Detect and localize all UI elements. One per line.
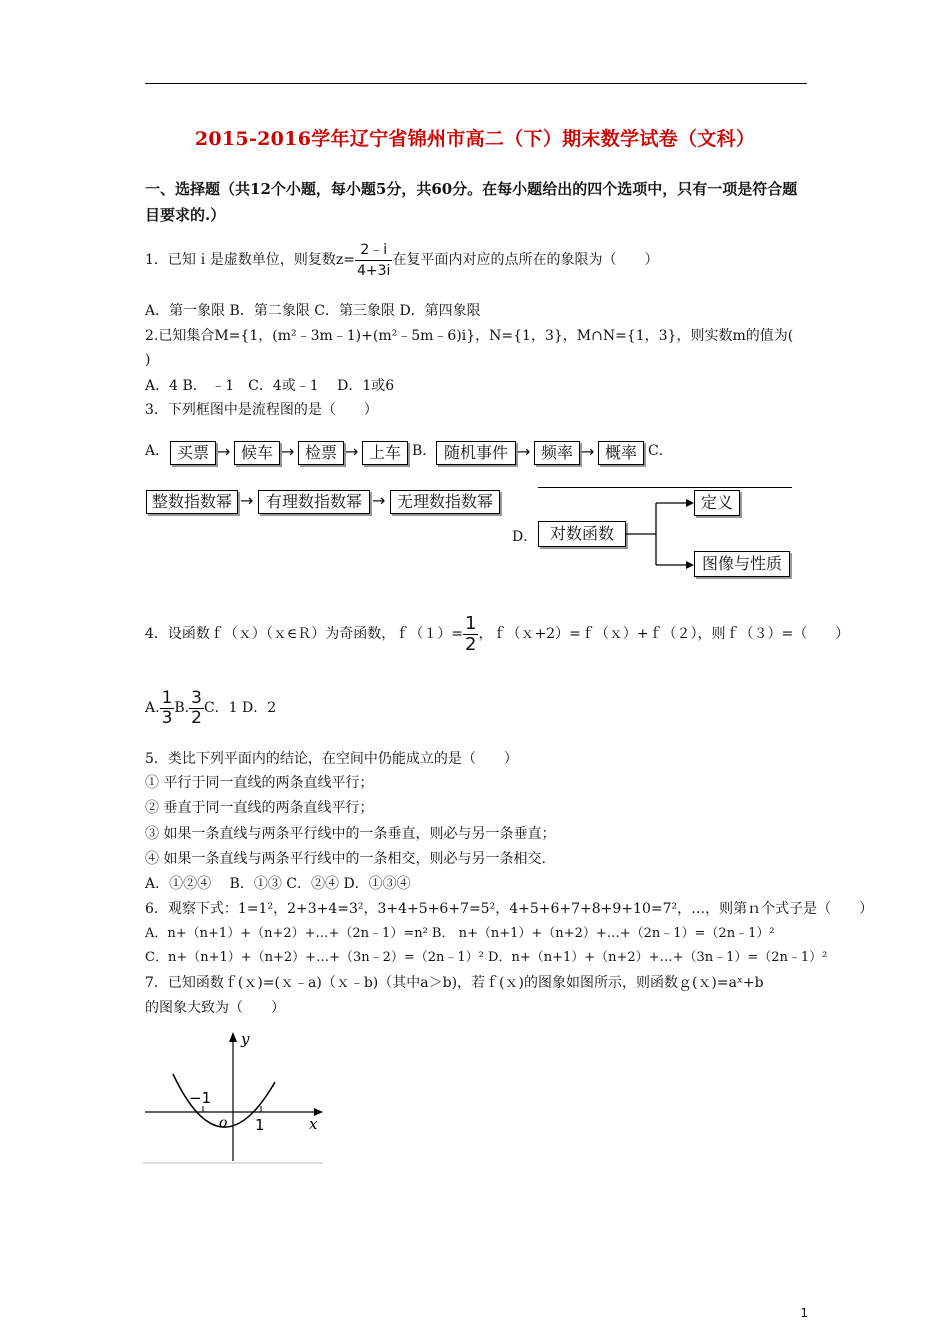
flow-c-arrow-1: →: [240, 491, 254, 510]
q2-stem: 2.已知集合M={1，(m²﹣3m﹣1)+(m²﹣5m﹣6)i}，N={1，3}，M∩N={1，3}，则实数m的值为(: [145, 328, 794, 344]
flow-c-box-2: 有理数指数幂: [258, 490, 370, 514]
q4-text-post: ，ｆ（ｘ+2）=ｆ（ｘ）+ｆ（２），则ｆ（３）=（ ）: [478, 626, 850, 642]
question-1: [145, 238, 658, 282]
flow-a-arrow-2: →: [281, 442, 295, 461]
q1-numerator: 2﹣i: [360, 241, 388, 258]
q4-opt-b-num: 3: [191, 687, 202, 708]
flow-b-arrow-1: →: [517, 442, 531, 461]
q4-options: [145, 686, 276, 730]
flow-a-box-1: 买票: [170, 441, 216, 465]
q4-opt-a-den: 3: [161, 707, 173, 728]
q4-opt-a-fraction: [160, 689, 175, 728]
q3-stem: 3．下列框图中是流程图的是（ ）: [145, 402, 378, 418]
q3-label-b: B．: [412, 443, 437, 459]
flow-b-box-2: 频率: [534, 441, 580, 465]
q7-graph-y-label: y: [241, 1030, 250, 1048]
flow-a-arrow-3: →: [345, 442, 359, 461]
q5-stem: 5．类比下列平面内的结论，在空间中仍能成立的是（ ）: [145, 751, 518, 767]
q7-graph-origin-label: o: [219, 1115, 228, 1131]
q4-opt-rest: C．1 D．2: [203, 700, 277, 716]
q5-item-4: ④ 如果一条直线与两条平行线中的一条相交，则必与另一条相交.: [145, 851, 546, 867]
q7-parabola-graph: [143, 1026, 325, 1166]
flow-d-top-rule: [538, 487, 792, 488]
flow-c-box-3: 无理数指数幂: [390, 490, 500, 514]
top-rule: [145, 83, 807, 84]
flow-d-root-box: 对数函数: [538, 521, 626, 547]
flow-c-box-1: 整数指数幂: [146, 490, 238, 514]
flow-a-box-3: 检票: [298, 441, 344, 465]
q5-item-1: ① 平行于同一直线的两条直线平行；: [145, 775, 374, 791]
q3-label-d: D．: [512, 529, 538, 545]
q3-label-c: C．: [648, 443, 673, 459]
q4-opt-b-fraction: [189, 689, 204, 728]
q1-options: A．第一象限 B．第二象限 C．第三象限 D．第四象限: [145, 303, 481, 319]
question-4: [145, 612, 849, 656]
q1-fraction: [355, 240, 392, 281]
q7-graph-x-label: x: [309, 1115, 318, 1133]
q1-text-pre: 1．已知ｉ是虚数单位，则复数z=: [145, 252, 356, 268]
q7-stem-cont: 的图象大致为（ ）: [145, 1000, 285, 1016]
flow-c-arrow-2: →: [372, 491, 386, 510]
q2-stem-cont: ): [145, 352, 151, 368]
q7-graph-tick-pos: 1: [255, 1116, 265, 1134]
q4-opt-a-num: 1: [161, 687, 173, 708]
q4-opt-b-den: 2: [191, 707, 202, 728]
q6-options-ab: A．n+（n+1）+（n+2）+…+（2n﹣1）=n² B． n+（n+1）+（n+2）+…+（2n﹣1）=（2n﹣1）²: [145, 926, 775, 941]
q6-stem: 6．观察下式：1=1²，2+3+4=3²，3+4+5+6+7=5²，4+5+6+7+8+9+10=7²，…，则第ｎ个式子是（ ）: [145, 901, 874, 917]
q4-numerator: 1: [465, 612, 477, 634]
flow-d-top-box: 定义: [694, 490, 740, 516]
q3-label-a: A．: [145, 443, 170, 459]
q4-denominator: 2: [465, 633, 477, 655]
flow-d-bottom-box: 图像与性质: [694, 551, 790, 577]
flow-a-box-4: 上车: [362, 441, 408, 465]
flow-b-box-1: 随机事件: [436, 441, 516, 465]
q6-options-cd: C．n+（n+1）+（n+2）+…+（3n﹣2）=（2n﹣1）² D．n+（n+1）+（n+2）+…+（3n﹣1）=（2n﹣1）²: [145, 950, 828, 965]
flow-d-branch-connector: [626, 490, 696, 580]
page-title: 2015-2016学年辽宁省锦州市高二（下）期末数学试卷（文科）: [194, 128, 756, 150]
flow-a-box-2: 候车: [234, 441, 280, 465]
flow-b-box-3: 概率: [598, 441, 644, 465]
q7-stem: 7．已知函数ｆ(ｘ)=(ｘ﹣a)（ｘ﹣b)（其中a＞b)，若ｆ(ｘ)的图象如图所示，则函数ｇ(ｘ)=aˣ+b: [145, 975, 764, 991]
flow-b-arrow-2: →: [581, 442, 595, 461]
q7-graph-tick-neg: −1: [189, 1089, 212, 1107]
page-number: 1: [800, 1306, 808, 1320]
q4-opt-a-label: A.: [145, 700, 160, 716]
q4-text-pre: 4．设函数ｆ（ｘ）（ｘ∈Ｒ）为奇函数，ｆ（１）=: [145, 626, 463, 642]
q4-opt-b-label: B.: [174, 700, 190, 716]
section-heading: 一、选择题（共12个小题，每小题5分，共60分。在每小题给出的四个选项中，只有一项是符合题目要求的.）: [145, 180, 798, 224]
q5-item-3: ③ 如果一条直线与两条平行线中的一条垂直，则必与另一条垂直；: [145, 826, 556, 842]
q1-text-post: 在复平面内对应的点所在的象限为（ ）: [392, 252, 659, 268]
q1-denominator: 4+3i: [355, 260, 392, 281]
q5-options: A．①②④ B．①③ C．②④ D．①③④: [145, 876, 411, 892]
q2-options: A．4 B． ﹣1 C．4或﹣1 D．1或6: [145, 378, 395, 394]
flow-a-arrow-1: →: [217, 442, 231, 461]
q4-fraction: [463, 614, 478, 655]
q5-item-2: ② 垂直于同一直线的两条直线平行；: [145, 800, 374, 816]
